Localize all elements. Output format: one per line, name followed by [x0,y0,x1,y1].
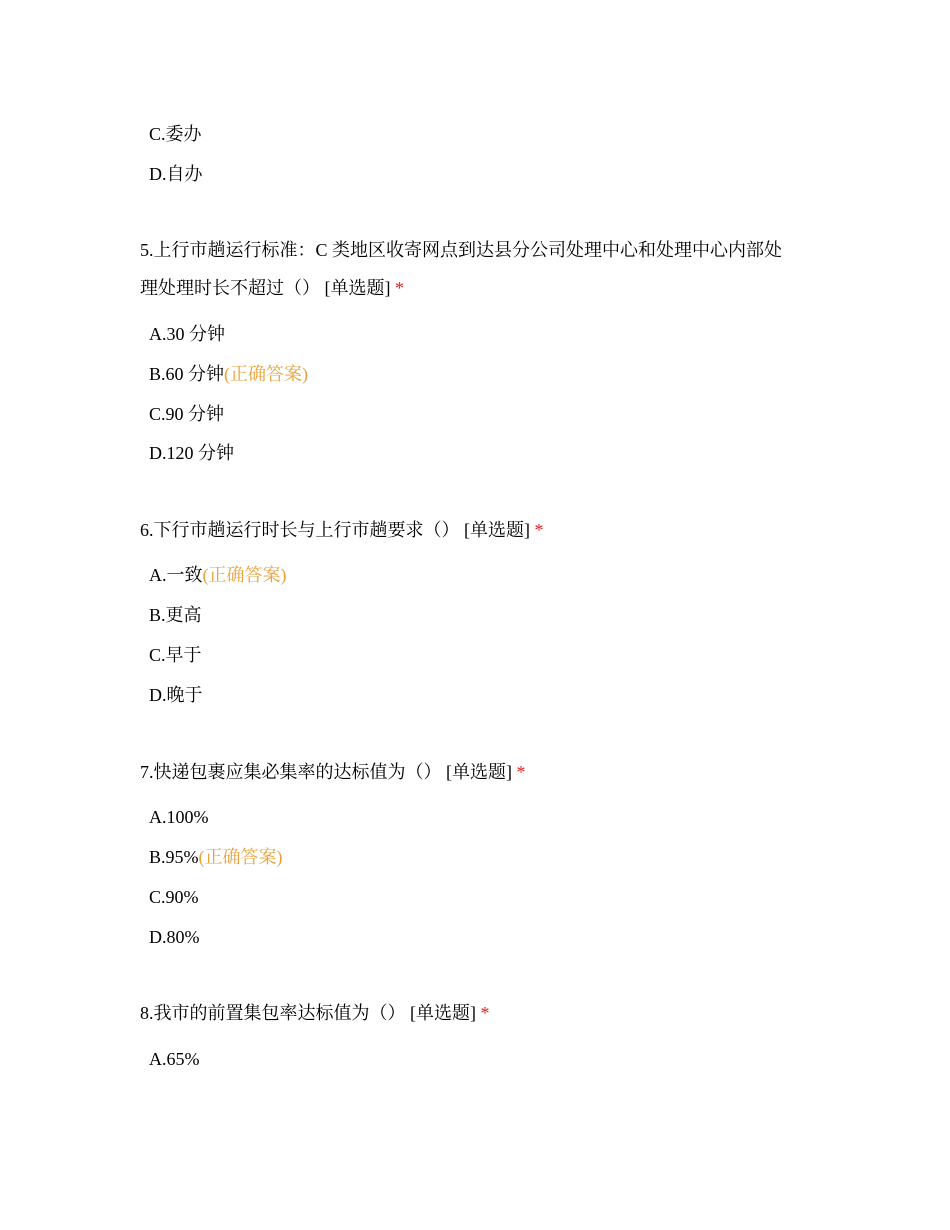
question-title [140,239,782,261]
option-item [149,846,283,868]
option-text: B.60 分钟 [149,364,225,384]
option-text: C.90 分钟 [149,404,225,424]
question-type: [单选题] [410,1003,476,1023]
required-marker: * [395,278,404,298]
option-item [149,403,224,425]
option-text: B.更高 [149,605,202,625]
correct-answer-note: (正确答案) [224,364,309,384]
option-item [149,926,200,948]
option-item [149,323,225,345]
option-text: C.委办 [149,124,202,144]
option-text: D.80% [149,927,200,947]
option-item [149,806,209,828]
question-title [140,519,544,541]
option-item [149,644,202,666]
option-item [149,442,234,464]
option-item [149,684,203,706]
correct-answer-note: (正确答案) [198,847,283,867]
question-text: 6.下行市趟运行时长与上行市趟要求（） [140,520,460,540]
required-marker: * [516,762,526,782]
question-text: 7.快递包裹应集必集率的达标值为（） [140,762,442,782]
option-item [149,163,203,185]
option-item [149,564,287,586]
option-item [149,1048,200,1070]
option-item [149,363,308,385]
required-marker: * [534,520,544,540]
option-text: D.自办 [149,164,203,184]
option-text: A.30 分钟 [149,324,225,344]
question-type: [单选题] [464,520,530,540]
question-title [140,1002,490,1024]
question-title [140,761,526,783]
question-title-continued [140,277,404,299]
option-text: B.95% [149,847,199,867]
question-type: [单选题] [324,278,391,298]
question-text: 理处理时长不超过（） [140,278,320,298]
option-item [149,604,202,626]
option-text: C.90% [149,887,199,907]
option-item [149,886,199,908]
question-text: 8.我市的前置集包率达标值为（） [140,1003,406,1023]
question-text: 5.上行市趟运行标准：C 类地区收寄网点到达县分公司处理中心和处理中心内部处 [140,240,783,260]
option-text: A.100% [149,807,209,827]
required-marker: * [480,1003,490,1023]
option-text: D.晚于 [149,685,203,705]
option-text: A.65% [149,1049,200,1069]
option-item [149,123,202,145]
option-text: C.早于 [149,645,202,665]
option-text: A.一致 [149,565,203,585]
option-text: D.120 分钟 [149,443,234,463]
correct-answer-note: (正确答案) [202,565,287,585]
question-type: [单选题] [446,762,512,782]
